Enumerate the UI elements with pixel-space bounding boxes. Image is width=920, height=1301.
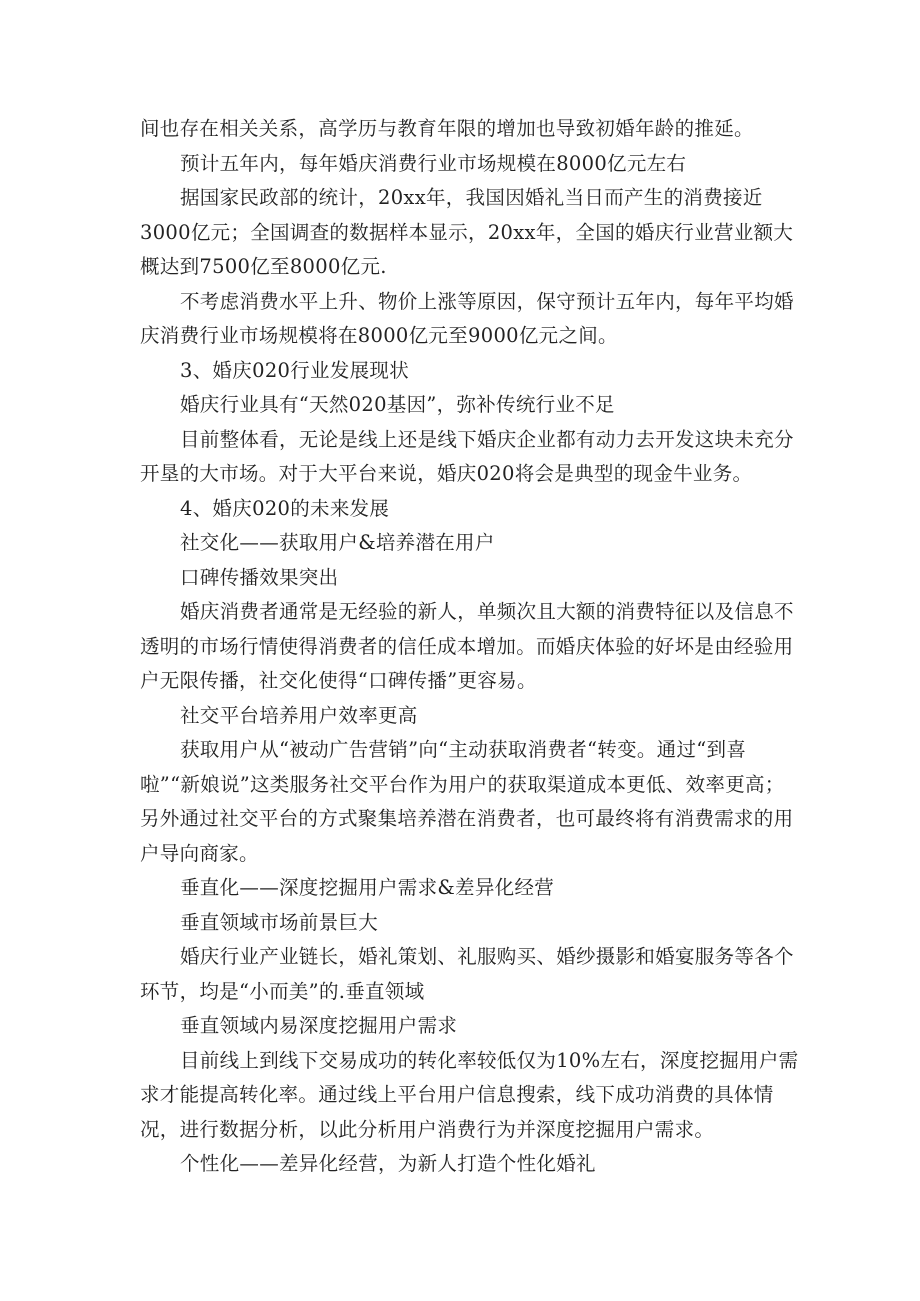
section-heading-3: 3、婚庆020行业发展现状 — [180, 358, 410, 382]
subheading: 垂直化——深度挖掘用户需求&差异化经营 — [180, 876, 555, 899]
paragraph: 间也存在相关关系，高学历与教育年限的增加也导致初婚年龄的推延。 — [140, 117, 754, 140]
subheading: 口碑传播效果突出 — [180, 565, 339, 589]
paragraph: 目前线上到线下交易成功的转化率较低仅为10%左右，深度挖掘用户需求才能提高转化率。通过线上平台用户信息搜索，线下成功消费的具体情况，进行数据分析，以此分析用户消费行为并深度挖掘用户需求。 — [140, 1048, 799, 1141]
paragraph: 目前整体看，无论是线上还是线下婚庆企业都有动力去开发这块未充分开垦的大市场。对于大平台来说，婚庆020将会是典型的现金牛业务。 — [140, 427, 794, 485]
subheading: 社交平台培养用户效率更高 — [180, 703, 418, 727]
subheading: 社交化——获取用户&培养潜在用户 — [180, 531, 495, 554]
paragraph: 据国家民政部的统计，20xx年，我国因婚礼当日而产生的消费接近3000亿元；全国调查的数据样本显示，20xx年，全国的婚庆行业营业额大概达到7500亿至8000亿元. — [140, 186, 794, 278]
paragraph: 不考虑消费水平上升、物价上涨等原因，保守预计五年内，每年平均婚庆消费行业市场规模将在8000亿元至9000亿元之间。 — [140, 289, 794, 347]
document-body — [140, 112, 800, 1182]
subheading: 垂直领域市场前景巨大 — [180, 910, 379, 934]
subheading: 垂直领域内易深度挖掘用户需求 — [180, 1014, 458, 1037]
heading-market-forecast: 预计五年内，每年婚庆消费行业市场规模在8000亿元左右 — [180, 151, 687, 175]
section-heading-4: 4、婚庆020的未来发展 — [180, 496, 390, 520]
paragraph: 婚庆消费者通常是无经验的新人，单频次且大额的消费特征以及信息不透明的市场行情使得消费者的信任成本增加。而婚庆体验的好坏是由经验用户无限传播，社交化使得“口碑传播”更容易。 — [140, 600, 794, 692]
paragraph: 婚庆行业产业链长，婚礼策划、礼服购买、婚纱摄影和婚宴服务等各个环节，均是“小而美”的.垂直领域 — [140, 945, 794, 1003]
subheading: 婚庆行业具有“天然020基因”，弥补传统行业不足 — [180, 393, 615, 416]
paragraph: 获取用户从“被动广告营销”向“主动获取消费者“转变。通过“到喜啦”“新娘说”这类服务社交平台作为用户的获取渠道成本更低、效率更高；另外通过社交平台的方式聚集培养潜在消费者，也可最终将有消费需求的用户导向商家。 — [140, 738, 794, 865]
subheading: 个性化——差异化经营，为新人打造个性化婚礼 — [180, 1152, 596, 1175]
